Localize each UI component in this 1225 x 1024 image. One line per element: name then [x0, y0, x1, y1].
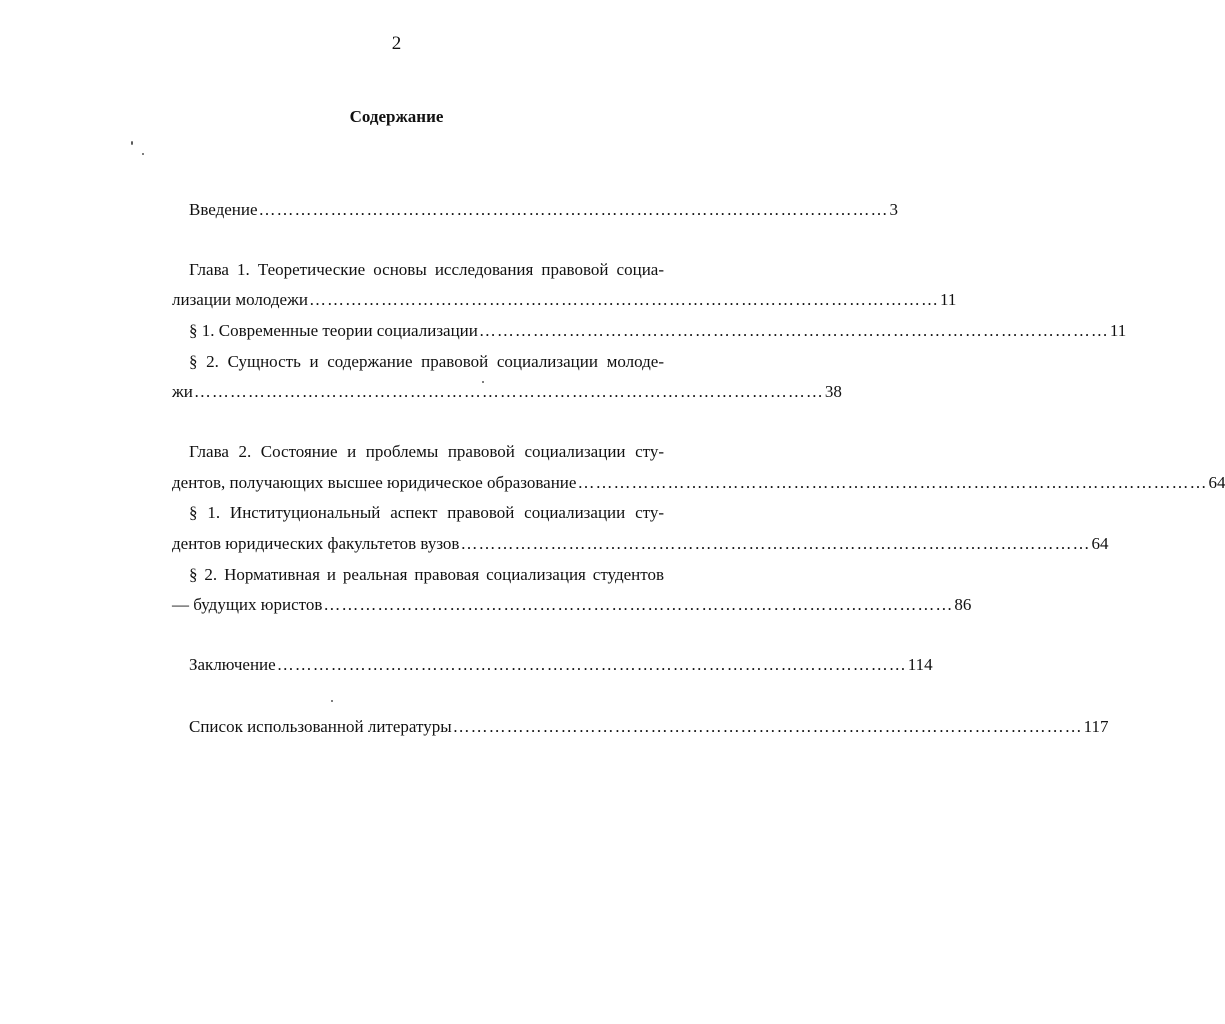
- toc-page-number: 64: [1208, 473, 1225, 492]
- toc-entry-ch1-section1: [189, 320, 1127, 342]
- toc-label: дентов, получающих высшее юридическое образование: [172, 473, 577, 492]
- toc-entry-chapter1-cont: [172, 289, 957, 311]
- toc-entry-chapter2-cont: [172, 472, 1225, 494]
- toc-entry-chapter1: Глава 1. Теоретические основы исследования правовой социа-: [189, 260, 664, 279]
- toc-leader-dots: ……………………………………………………………………………………………: [308, 290, 939, 309]
- toc-entry-ch2-section1-cont: [172, 533, 1109, 555]
- toc-leader-dots: ……………………………………………………………………………………………: [258, 200, 889, 219]
- toc-leader-dots: ……………………………………………………………………………………………: [276, 655, 907, 674]
- toc-label: § 1. Современные теории социализации: [189, 321, 478, 340]
- scan-speck: [331, 700, 333, 702]
- toc-label: жи: [172, 382, 193, 401]
- toc-page-number: 64: [1091, 534, 1109, 553]
- toc-page-number: 117: [1083, 717, 1109, 736]
- toc-label: Заключение: [189, 655, 276, 674]
- toc-leader-dots: ……………………………………………………………………………………………: [460, 534, 1091, 553]
- toc-entry-ch2-section2-cont: [172, 594, 972, 616]
- scan-speck: [131, 141, 133, 145]
- toc-page-number: 114: [907, 655, 933, 674]
- toc-leader-dots: ……………………………………………………………………………………………: [478, 321, 1109, 340]
- toc-entry-ch1-section2-cont: [172, 381, 842, 403]
- toc-leader-dots: ……………………………………………………………………………………………: [323, 595, 954, 614]
- toc-label: — будущих юристов: [172, 595, 323, 614]
- toc-page-number: 38: [824, 382, 842, 401]
- toc-entry-ch2-section2: § 2. Нормативная и реальная правовая социализация студентов: [189, 565, 664, 584]
- page-title: Содержание: [349, 107, 444, 126]
- toc-leader-dots: ……………………………………………………………………………………………: [452, 717, 1083, 736]
- toc-leader-dots: ……………………………………………………………………………………………: [193, 382, 824, 401]
- toc-entry-ch2-section1: § 1. Институциональный аспект правовой социализации сту-: [189, 503, 664, 522]
- toc-page-number: 11: [939, 290, 957, 309]
- toc-label: дентов юридических факультетов вузов: [172, 534, 460, 553]
- toc-entry-chapter2: Глава 2. Состояние и проблемы правовой социализации сту-: [189, 442, 664, 461]
- toc-page-number: 86: [954, 595, 972, 614]
- scan-speck: [142, 153, 144, 155]
- toc-entry-bibliography: [189, 716, 1109, 738]
- toc-entry-intro: [189, 199, 899, 221]
- toc-entry-ch1-section2: § 2. Сущность и содержание правовой социализации молоде-: [189, 352, 664, 371]
- toc-label: лизации молодежи: [172, 290, 308, 309]
- toc-leader-dots: ……………………………………………………………………………………………: [577, 473, 1208, 492]
- toc-page-number: 11: [1109, 321, 1127, 340]
- toc-label: Список использованной литературы: [189, 717, 452, 736]
- page-number: 2: [391, 33, 402, 54]
- toc-entry-conclusion: [189, 654, 933, 676]
- toc-label: Введение: [189, 200, 258, 219]
- toc-page-number: 3: [889, 200, 899, 219]
